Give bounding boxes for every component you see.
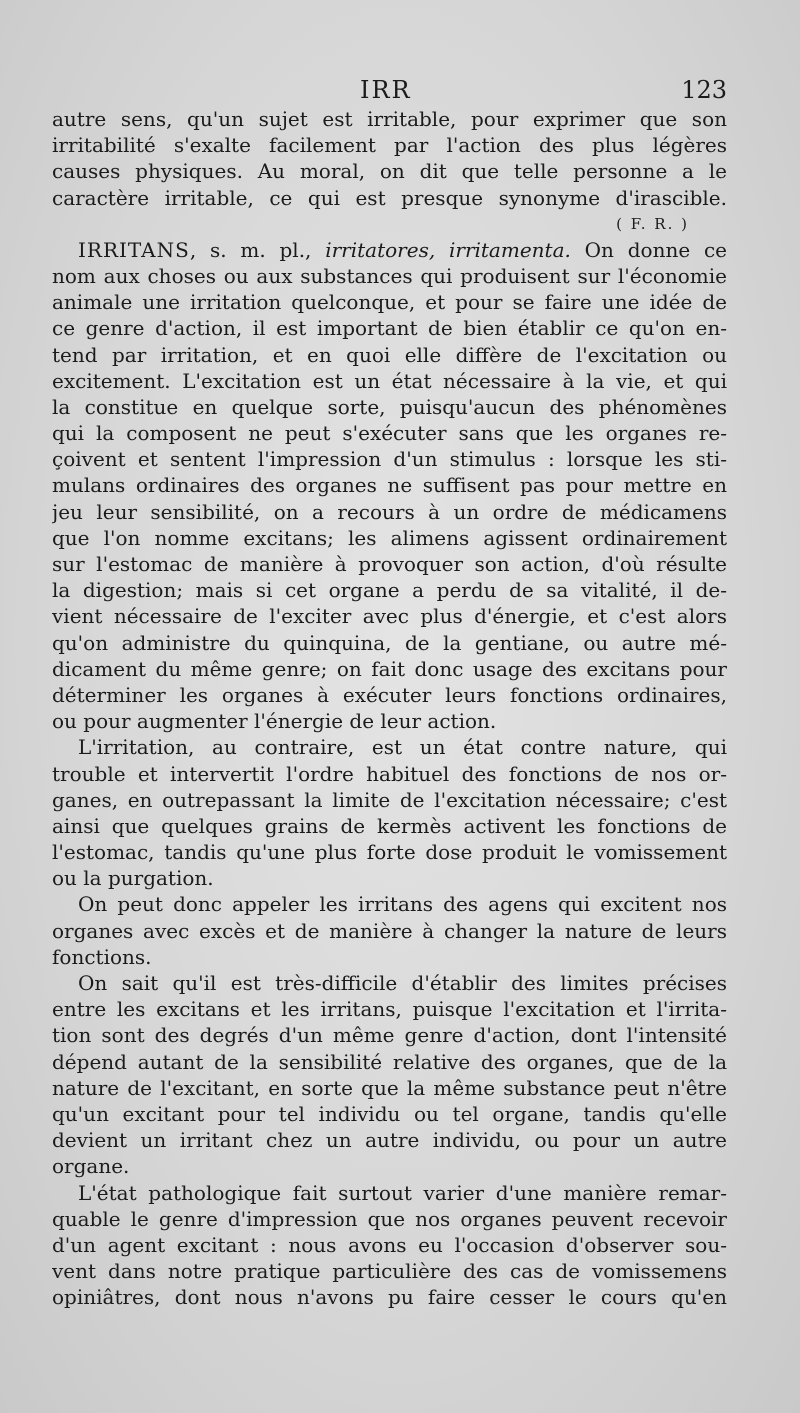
entry-lead-tail: On donne ce — [570, 237, 727, 262]
text-line: On sait qu'il est très-difficile d'établir des limites précises — [78, 971, 727, 995]
text-line: causes physiques. Au moral, on dit que telle personne a le — [52, 159, 727, 184]
text-line: animale une irritation quelconque, et pour se faire une idée de — [52, 290, 727, 315]
text-line: L'état pathologique fait surtout varier d'une manière remar- — [78, 1180, 727, 1205]
entry-grammar: , s. m. pl., — [189, 237, 326, 262]
paragraph-pathologique — [52, 1180, 727, 1311]
text-line: irritabilité s'exalte facilement par l'action des plus légères — [52, 133, 727, 158]
author-signature: ( F. R. ) — [616, 214, 689, 233]
text-line: déterminer les organes à exécuter leurs fonctions ordinaires, — [52, 682, 727, 707]
entry-latin: irritatores, irritamenta. — [325, 237, 571, 262]
text-line: autre sens, qu'un sujet est irritable, pour exprimer que son — [52, 107, 727, 131]
text-line: mulans ordinaires des organes ne suffisent pas pour mettre en — [52, 473, 727, 498]
text-line: vent dans notre pratique particulière des cas de vomissemens — [52, 1259, 727, 1284]
text-line: ou la purgation. — [52, 866, 214, 891]
text-line: tion sont des degrés d'un même genre d'action, dont l'intensité — [52, 1023, 727, 1048]
text-line: dépend autant de la sensibilité relative des organes, que de la — [52, 1049, 727, 1074]
text-line: qu'un excitant pour tel individu ou tel organe, tandis qu'elle — [52, 1101, 727, 1126]
text-line: jeu leur sensibilité, on a recours à un ordre de médicamens — [52, 499, 727, 524]
text-line: organes avec excès et de manière à changer la nature de leurs — [52, 918, 727, 943]
entry-headline — [52, 237, 727, 263]
text-line: ganes, en outrepassant la limite de l'excitation nécessaire; c'est — [52, 787, 727, 812]
paragraph-agens — [52, 891, 727, 970]
text-line: excitement. L'excitation est un état nécessaire à la vie, et qui — [52, 368, 727, 393]
entry-irritans — [52, 237, 727, 735]
paragraph-irritation — [52, 734, 727, 891]
text-line: devient un irritant chez un autre individu, ou pour un autre — [52, 1128, 727, 1153]
paragraph-irritable-end — [52, 106, 727, 237]
text-line: On peut donc appeler les irritans des agens qui excitent nos — [78, 892, 727, 917]
text-line: organe. — [52, 1154, 130, 1179]
text-line: nom aux choses ou aux substances qui produisent sur l'économie — [52, 263, 727, 288]
text-line: tend par irritation, et en quoi elle diffère de l'excitation ou — [52, 342, 727, 367]
text-line: d'un agent excitant : nous avons eu l'occasion d'observer sou- — [52, 1232, 727, 1257]
text-line: ce genre d'action, il est important de bien établir ce qu'on en- — [52, 316, 727, 341]
text-line: opiniâtres, dont nous n'avons pu faire cesser le cours qu'en — [52, 1285, 727, 1310]
text-line: que l'on nomme excitans; les alimens agissent ordinairement — [52, 525, 727, 550]
text-line: sur l'estomac de manière à provoquer son action, d'où résulte — [52, 552, 727, 576]
text-line: ainsi que quelques grains de kermès activent les fonctions de — [52, 813, 727, 838]
text-line: qu'on administre du quinquina, de la gentiane, ou autre mé- — [52, 630, 727, 655]
text-line: vient nécessaire de l'exciter avec plus d'énergie, et c'est alors — [52, 604, 727, 629]
page-number: 123 — [681, 76, 727, 104]
text-line: l'estomac, tandis qu'une plus forte dose produit le vomissement — [52, 840, 727, 865]
text-line: entre les excitans et les irritans, puisque l'excitation et l'irrita- — [52, 997, 727, 1022]
text-line: nature de l'excitant, en sorte que la même substance peut n'être — [52, 1075, 727, 1100]
book-page — [52, 72, 727, 1310]
text-line: ou pour augmenter l'énergie de leur action. — [52, 709, 497, 734]
running-head-word: IRR — [360, 76, 412, 104]
entry-headword: IRRITANS — [78, 237, 190, 262]
text-line: trouble et intervertit l'ordre habituel des fonctions de nos or- — [52, 761, 727, 786]
paragraph-limites — [52, 970, 727, 1180]
text-line: çoivent et sentent l'impression d'un stimulus : lorsque les sti- — [52, 447, 727, 472]
text-line: dicament du même genre; on fait donc usage des excitans pour — [52, 656, 727, 681]
text-line: quable le genre d'impression que nos organes peuvent recevoir — [52, 1206, 727, 1231]
running-head — [52, 72, 727, 106]
text-line: la constitue en quelque sorte, puisqu'aucun des phénomènes — [52, 394, 727, 419]
text-line: fonctions. — [52, 944, 152, 969]
text-line: caractère irritable, ce qui est presque synonyme d'irascible. — [52, 185, 727, 210]
text-line: qui la composent ne peut s'exécuter sans que les organes re- — [52, 421, 727, 446]
text-line: la digestion; mais si cet organe a perdu de sa vitalité, il de- — [52, 578, 727, 603]
text-line: L'irritation, au contraire, est un état contre nature, qui — [78, 735, 727, 760]
